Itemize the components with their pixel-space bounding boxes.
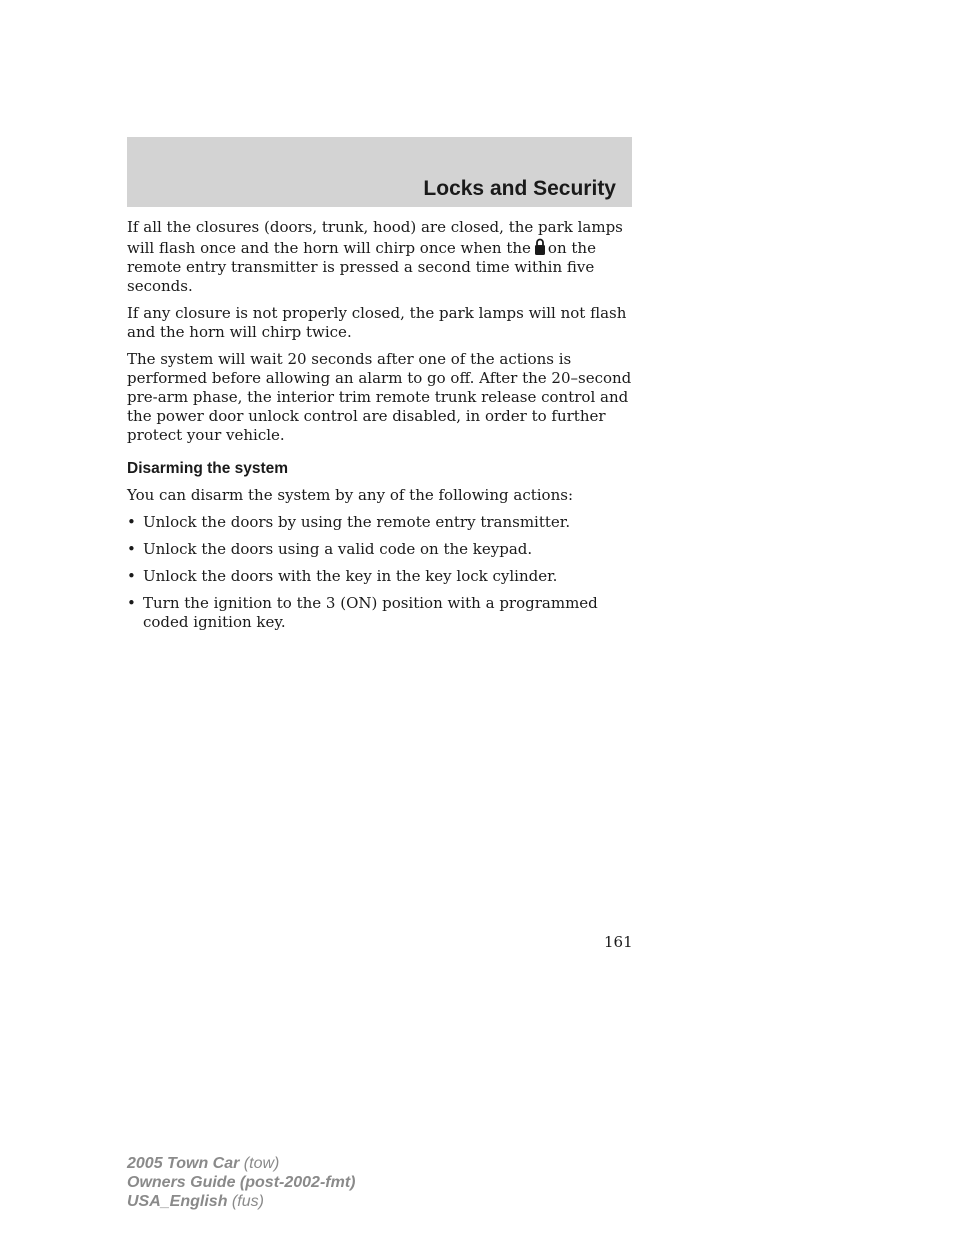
section-title: Locks and Security — [423, 177, 616, 200]
list-item-text: Unlock the doors with the key in the key lock cylinder. — [143, 567, 558, 585]
page-number: 161 — [604, 933, 633, 951]
list-item-text: Unlock the doors using a valid code on the keypad. — [143, 540, 533, 558]
section-heading: Disarming the system — [127, 460, 289, 477]
footer-model-code: (tow) — [243, 1155, 280, 1172]
list-item — [127, 540, 637, 559]
document-footer — [127, 1154, 355, 1211]
footer-model: 2005 Town Car — [127, 1155, 240, 1172]
disarm-actions-list — [127, 513, 637, 632]
list-item — [127, 513, 637, 532]
paragraph-text: on the remote entry transmitter is pressed a second time within five seconds. — [127, 239, 596, 295]
footer-language-code: (fus) — [231, 1193, 264, 1210]
section-intro: You can disarm the system by any of the following actions: — [127, 486, 573, 504]
bullet-glyph: • — [127, 540, 136, 558]
list-item — [127, 567, 637, 586]
bullet-glyph: • — [127, 567, 136, 585]
footer-language: USA_English — [127, 1193, 228, 1210]
footer-line-language — [127, 1192, 355, 1211]
bullet-glyph: • — [127, 594, 136, 612]
footer-line-model — [127, 1154, 355, 1173]
footer-line-guide — [127, 1173, 355, 1192]
paragraph-closure-not-closed: If any closure is not properly closed, the park lamps will not flash and the horn will chirp twice. — [127, 304, 627, 341]
lock-icon — [534, 237, 546, 256]
bullet-glyph: • — [127, 513, 136, 531]
list-item — [127, 594, 637, 632]
list-item-text: Unlock the doors by using the remote entry transmitter. — [143, 513, 571, 531]
paragraph-closures-closed — [127, 218, 637, 296]
page-content — [127, 218, 637, 640]
section-header-band — [127, 137, 632, 207]
footer-guide: Owners Guide (post-2002-fmt) — [127, 1174, 356, 1191]
list-item-text: Turn the ignition to the 3 (ON) position with a programmed coded ignition key. — [143, 594, 598, 631]
paragraph-pre-arm: The system will wait 20 seconds after one of the actions is performed before allowing an alarm to go off. After the 20–second pre-arm phase, the interior trim remote trunk release control and the power door unlock control are disabled, in order to further protect your vehicle. — [127, 350, 632, 444]
paragraph-text: If all the closures (doors, trunk, hood) are closed, the park lamps will flash once and the horn will chirp once when the — [127, 218, 623, 257]
